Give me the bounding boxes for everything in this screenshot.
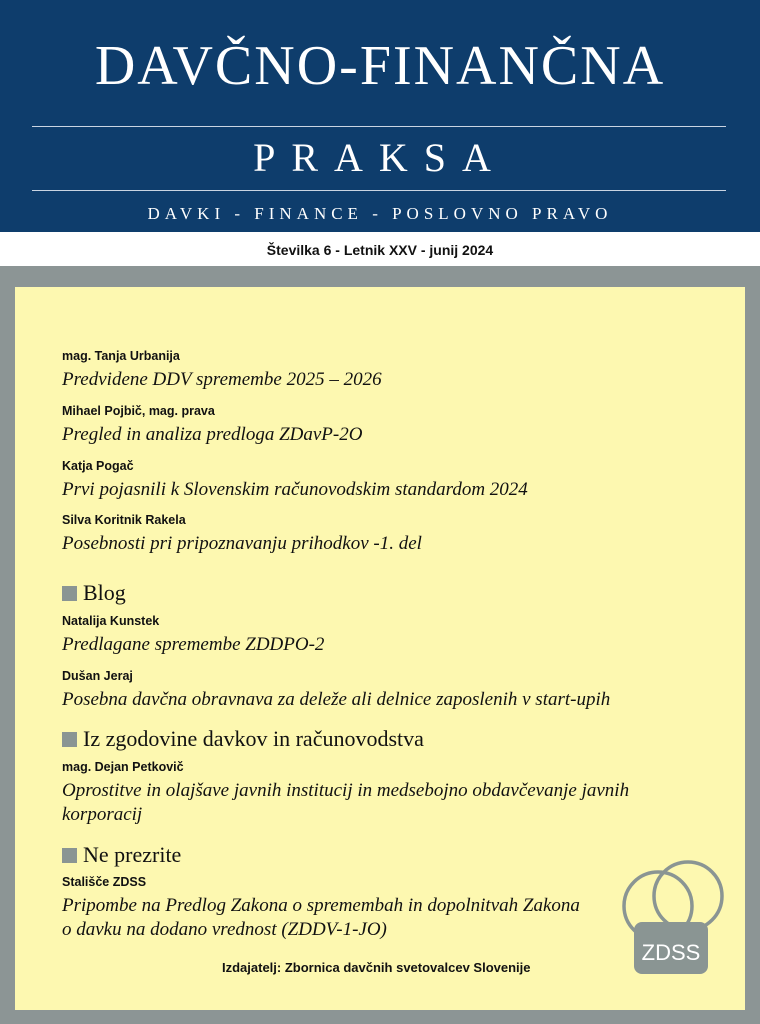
section-heading-text: Iz zgodovine davkov in računovodstva bbox=[83, 726, 424, 751]
header-divider-bottom bbox=[32, 190, 726, 191]
article-title: Posebna davčna obravnava za deleže ali delnice zaposlenih v start-upih bbox=[62, 689, 611, 710]
journal-title: DAVČNO-FINANČNA bbox=[94, 35, 666, 97]
section-heading-blog bbox=[62, 580, 126, 606]
article-title: Predvidene DDV spremembe 2025 – 2026 bbox=[62, 369, 382, 390]
article-author: Silva Koritnik Rakela bbox=[62, 513, 186, 527]
journal-tagline: DAVKI - FINANCE - POSLOVNO PRAVO bbox=[147, 204, 613, 223]
article-author: Stališče ZDSS bbox=[62, 875, 147, 889]
section-bullet-icon bbox=[62, 732, 77, 747]
section-heading-text: Blog bbox=[83, 580, 126, 605]
article-title: Posebnosti pri pripoznavanju prihodkov -1. del bbox=[62, 533, 422, 554]
article-author: Katja Pogač bbox=[62, 459, 134, 473]
article-title: Prvi pojasnili k Slovenskim računovodskim standardom 2024 bbox=[62, 479, 528, 500]
article-author: mag. Dejan Petkovič bbox=[62, 760, 184, 774]
section-bullet-icon bbox=[62, 586, 77, 601]
article-title: Oprostitve in olajšave javnih institucij in medsebojno obdavčevanje javnih korporacij bbox=[62, 780, 630, 825]
zdss-rings-logo-icon bbox=[612, 858, 732, 980]
article-title: Pregled in analiza predloga ZDavP-2O bbox=[62, 424, 363, 445]
section-heading-text: Ne prezrite bbox=[83, 842, 182, 867]
issue-line: Številka 6 - Letnik XXV - junij 2024 bbox=[266, 242, 494, 258]
article-title: Predlagane spremembe ZDDPO-2 bbox=[62, 634, 325, 655]
header-divider-top bbox=[32, 126, 726, 127]
cover-header bbox=[0, 0, 760, 232]
section-bullet-icon bbox=[62, 848, 77, 863]
section-heading-dont-miss bbox=[62, 842, 181, 868]
section-heading-history bbox=[62, 726, 424, 752]
publisher-line: Izdajatelj: Zbornica davčnih svetovalcev Slovenije bbox=[222, 960, 531, 975]
article-author: Natalija Kunstek bbox=[62, 614, 160, 628]
logo-text: ZDSS bbox=[641, 940, 701, 965]
article-author: Dušan Jeraj bbox=[62, 669, 133, 683]
journal-subtitle: PRAKSA bbox=[253, 135, 507, 180]
article-author: Mihael Pojbič, mag. prava bbox=[62, 404, 215, 418]
article-title: Pripombe na Predlog Zakona o spremembah in dopolnitvah Zakona o davku na dodano vrednost (ZDDV-1-JO) bbox=[62, 895, 580, 940]
article-author: mag. Tanja Urbanija bbox=[62, 349, 180, 363]
